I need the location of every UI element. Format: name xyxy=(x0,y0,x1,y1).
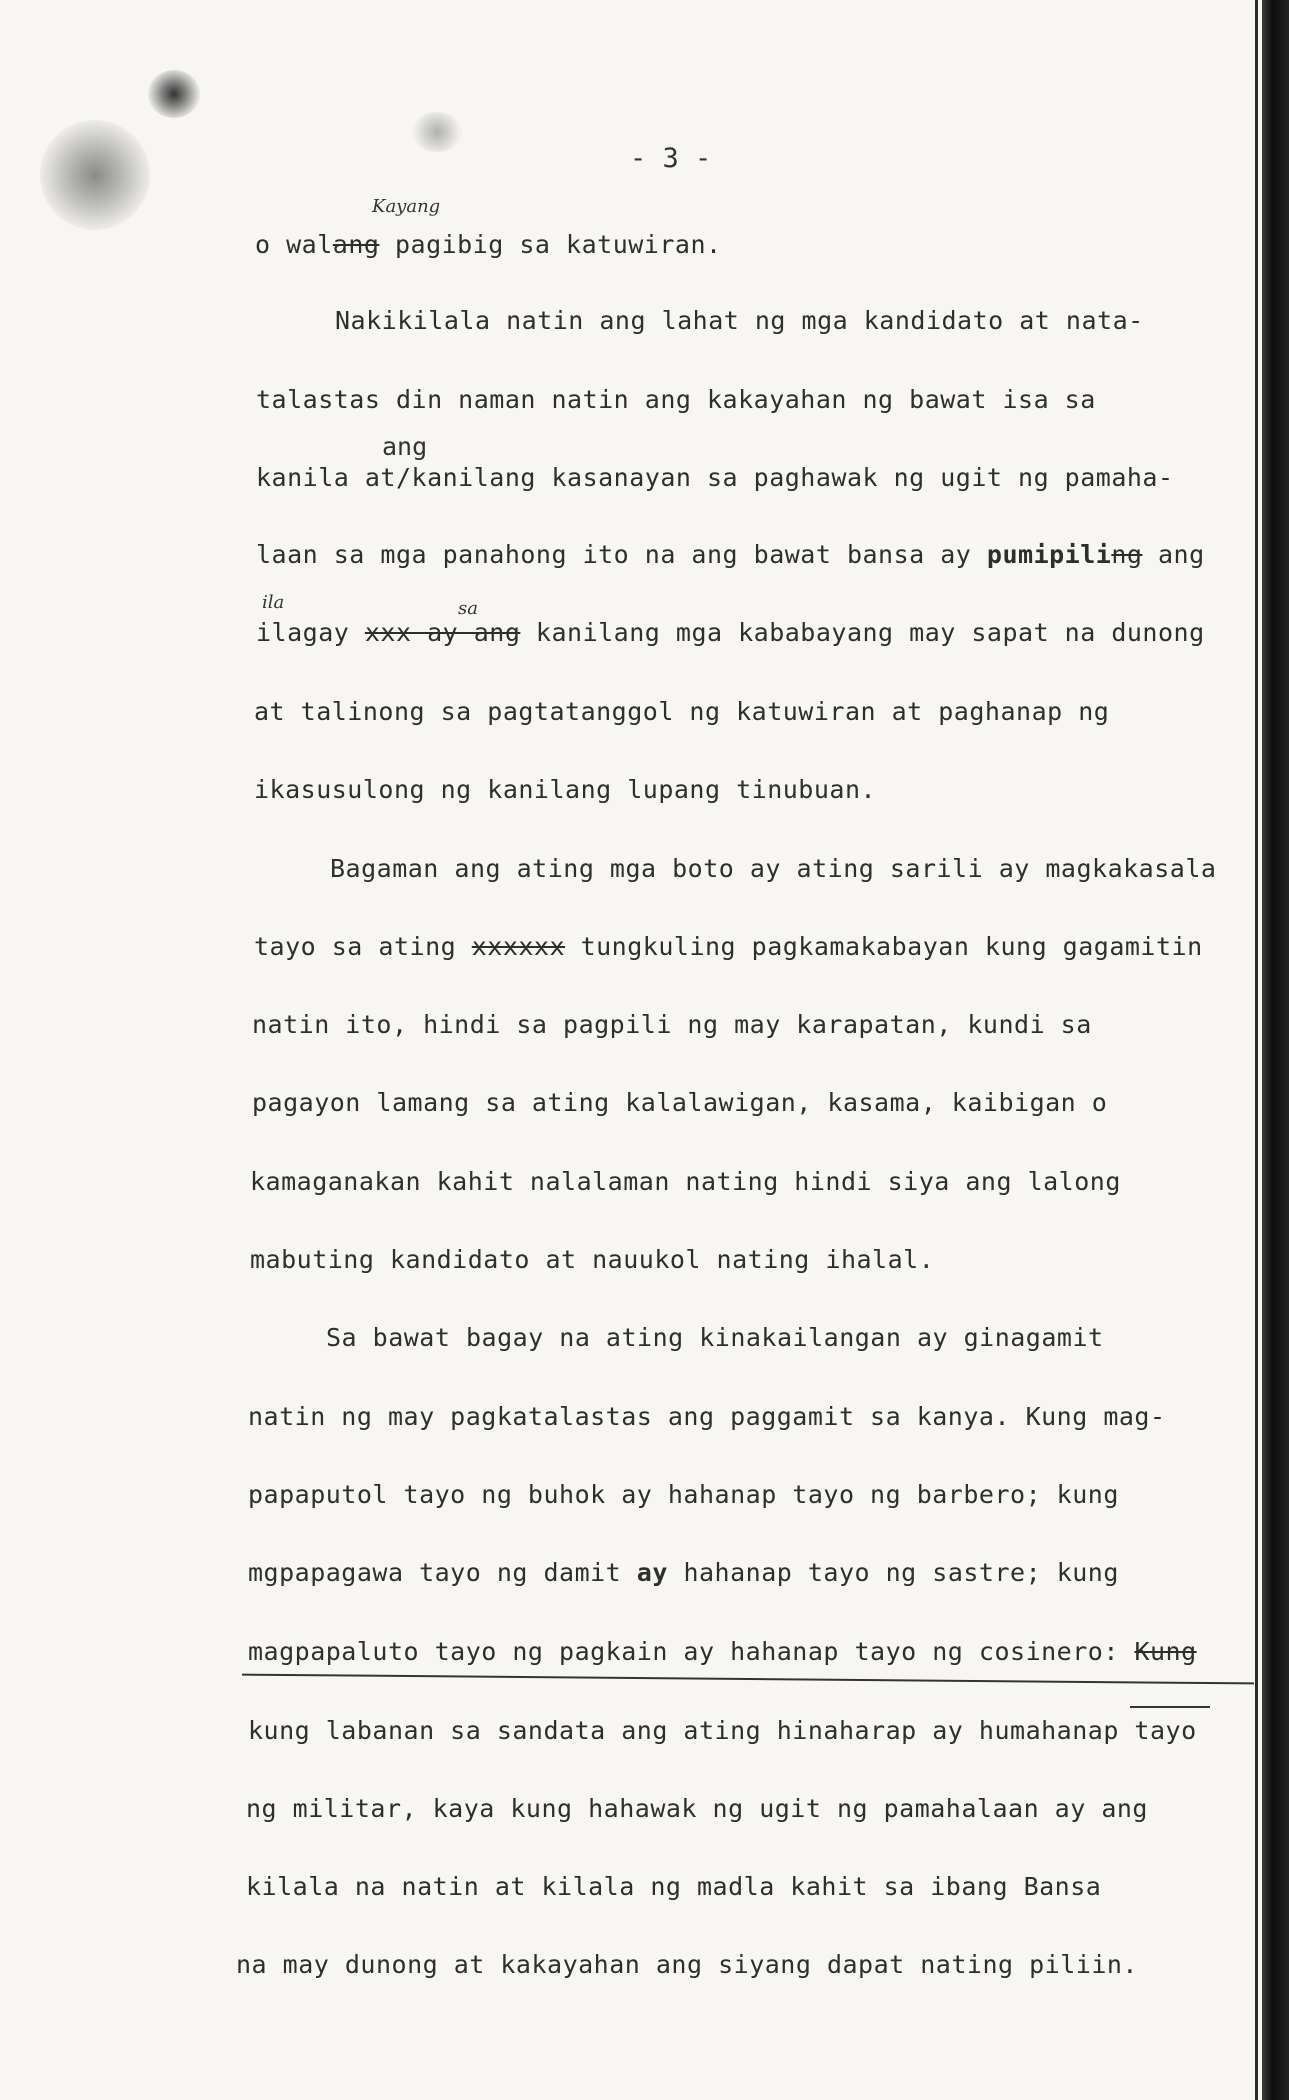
text-segment: magpapaluto tayo ng pagkain ay hahanap tayo ng cosinero: xyxy=(248,1637,1135,1666)
text-line xyxy=(256,463,1174,492)
text-line xyxy=(246,1794,1148,1823)
ink-blot xyxy=(412,112,462,152)
struck-text: Kung xyxy=(1134,1637,1197,1666)
text-segment: kamaganakan kahit nalalaman nating hindi siya ang lalong xyxy=(250,1167,1121,1196)
text-segment: mabuting kandidato at nauukol nating ihalal. xyxy=(250,1245,935,1274)
text-line xyxy=(248,1637,1197,1666)
text-line xyxy=(252,1010,1092,1039)
text-line xyxy=(246,1872,1101,1901)
text-segment: kanilang mga kababayang may sapat na dunong xyxy=(520,618,1205,647)
text-segment: mgpapagawa tayo ng damit xyxy=(248,1558,637,1587)
overtyped-text: ay xyxy=(636,1558,668,1587)
text-segment: natin ng may pagkatalastas ang paggamit sa kanya. Kung mag- xyxy=(248,1402,1166,1431)
text-line xyxy=(248,1480,1119,1509)
text-segment: Nakikilala natin ang lahat ng mga kandidato at nata- xyxy=(335,306,1144,335)
handwritten-annotation: ila xyxy=(262,592,285,613)
text-line xyxy=(252,1088,1107,1117)
text-line xyxy=(254,775,876,804)
text-line xyxy=(236,1950,1138,1979)
struck-text: xxxxxx xyxy=(471,932,566,961)
text-line xyxy=(330,854,1216,883)
text-segment: natin ito, hindi sa pagpili ng may karapatan, kundi sa xyxy=(252,1010,1092,1039)
handwritten-annotation: Kayang xyxy=(372,196,441,217)
text-segment: kanila at/kanilang kasanayan sa paghawak ng ugit ng pamaha- xyxy=(256,463,1174,492)
text-line xyxy=(248,1402,1166,1431)
text-segment: ang xyxy=(1142,540,1205,569)
text-line xyxy=(250,1167,1121,1196)
ink-blot xyxy=(148,70,200,118)
text-segment: at talinong sa pagtatanggol ng katuwiran at paghanap ng xyxy=(254,697,1110,726)
text-segment: talastas din naman natin ang kakayahan ng bawat isa sa xyxy=(256,385,1096,414)
text-segment: kilala na natin at kilala ng madla kahit sa ibang Bansa xyxy=(246,1872,1102,1901)
text-line xyxy=(256,385,1096,414)
text-segment: tungkuling pagkamakabayan kung gagamitin xyxy=(565,932,1203,961)
text-line xyxy=(255,230,722,259)
handwritten-strike-line xyxy=(242,1674,1254,1685)
text-segment: ilagay xyxy=(256,618,365,647)
text-line xyxy=(326,1323,1104,1352)
text-segment: laan sa mga panahong ito na ang bawat bansa ay xyxy=(256,540,987,569)
handwritten-strike-line xyxy=(1130,1706,1210,1708)
text-segment: Sa bawat bagay na ating kinakailangan ay ginagamit xyxy=(326,1323,1104,1352)
text-line xyxy=(254,932,1203,961)
text-line xyxy=(248,1558,1119,1587)
text-line xyxy=(248,1716,1197,1745)
text-segment: ikasusulong ng kanilang lupang tinubuan. xyxy=(254,775,877,804)
text-segment: papaputol tayo ng buhok ay hahanap tayo ng barbero; kung xyxy=(248,1480,1119,1509)
text-line xyxy=(254,697,1109,726)
text-line xyxy=(335,306,1144,335)
handwritten-annotation: ang xyxy=(382,432,428,461)
text-line xyxy=(256,540,1205,569)
text-segment: kung labanan sa sandata ang ating hinaharap ay humahanap tayo xyxy=(248,1716,1197,1745)
overtyped-text: pumipili xyxy=(986,540,1112,569)
text-segment: ng militar, kaya kung hahawak ng ugit ng pamahalaan ay ang xyxy=(246,1794,1148,1823)
page-edge xyxy=(1255,0,1258,2100)
page-number: - 3 - xyxy=(630,143,712,174)
text-segment: na may dunong at kakayahan ang siyang dapat nating piliin. xyxy=(236,1950,1138,1979)
text-segment: pagibig sa katuwiran. xyxy=(379,230,722,259)
text-segment: pagayon lamang sa ating kalalawigan, kasama, kaibigan o xyxy=(252,1088,1108,1117)
text-segment: hahanap tayo ng sastre; kung xyxy=(667,1558,1119,1587)
struck-text: ang xyxy=(332,230,380,259)
text-segment: tayo sa ating xyxy=(254,932,472,961)
text-segment: o wal xyxy=(255,230,333,259)
text-line xyxy=(250,1245,934,1274)
handwritten-annotation: sa xyxy=(458,598,478,619)
text-segment: Bagaman ang ating mga boto ay ating sarili ay magkakasala xyxy=(330,854,1217,883)
text-line xyxy=(256,618,1205,647)
ink-blot xyxy=(40,120,150,230)
struck-text: ng xyxy=(1111,540,1143,569)
scan-border xyxy=(1262,0,1289,2100)
struck-text: xxx ay ang xyxy=(364,618,521,647)
